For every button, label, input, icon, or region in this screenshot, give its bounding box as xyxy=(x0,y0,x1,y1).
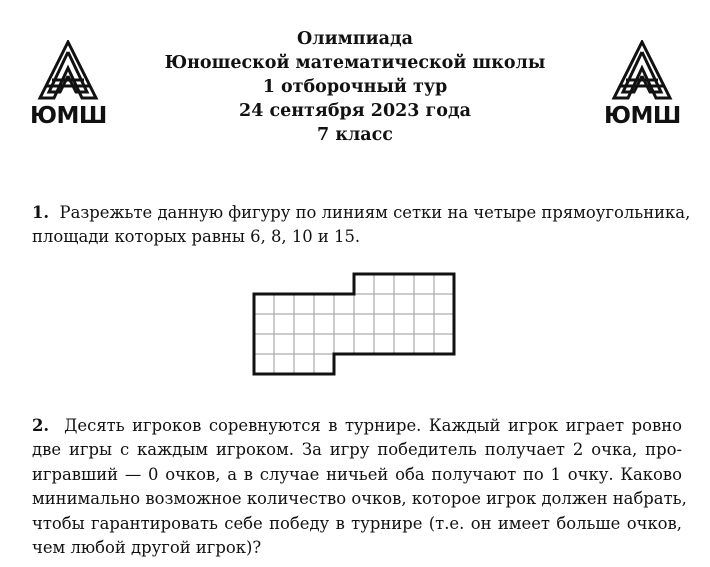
problem-line: минимально возможное количество очков, которое игрок должен набрать, xyxy=(32,489,687,509)
problem-text: Разрежьте данную фигуру по линиям сетки на четыре прямоугольника, xyxy=(59,203,691,222)
header-line: 24 сентября 2023 года xyxy=(239,101,471,121)
problem-line: площади которых равны 6, 8, 10 и 15. xyxy=(32,227,361,247)
problem-line xyxy=(32,414,682,438)
problem-line xyxy=(32,201,691,225)
problem-2 xyxy=(32,414,687,560)
header-line: Олимпиада xyxy=(297,29,413,49)
logo-text: ЮМШ xyxy=(604,103,681,129)
problem-line: две игры с каждым игроком. За игру победитель получает 2 очка, про- xyxy=(32,440,682,460)
header-line: 1 отборочный тур xyxy=(262,77,448,97)
problem-line: чем любой другой игрок)? xyxy=(32,538,262,558)
problem-number: 1. xyxy=(32,203,50,222)
header-line: 7 класс xyxy=(317,125,393,145)
grid-figure xyxy=(248,268,460,378)
problem-text: Десять игроков соревнуются в турнире. Каждый игрок играет ровно xyxy=(64,416,682,435)
logo-text: ЮМШ xyxy=(30,103,107,129)
page-header xyxy=(0,27,710,147)
problem-line: чтобы гарантировать себе победу в турнире (т.е. он имеет больше очков, xyxy=(32,513,682,533)
problem-line: игравший — 0 очков, а в случае ничьей оба получают по 1 очку. Каково xyxy=(32,464,682,484)
problem-number: 2. xyxy=(32,416,50,435)
header-line: Юношеской математической школы xyxy=(164,53,546,73)
problem-1 xyxy=(32,201,691,250)
